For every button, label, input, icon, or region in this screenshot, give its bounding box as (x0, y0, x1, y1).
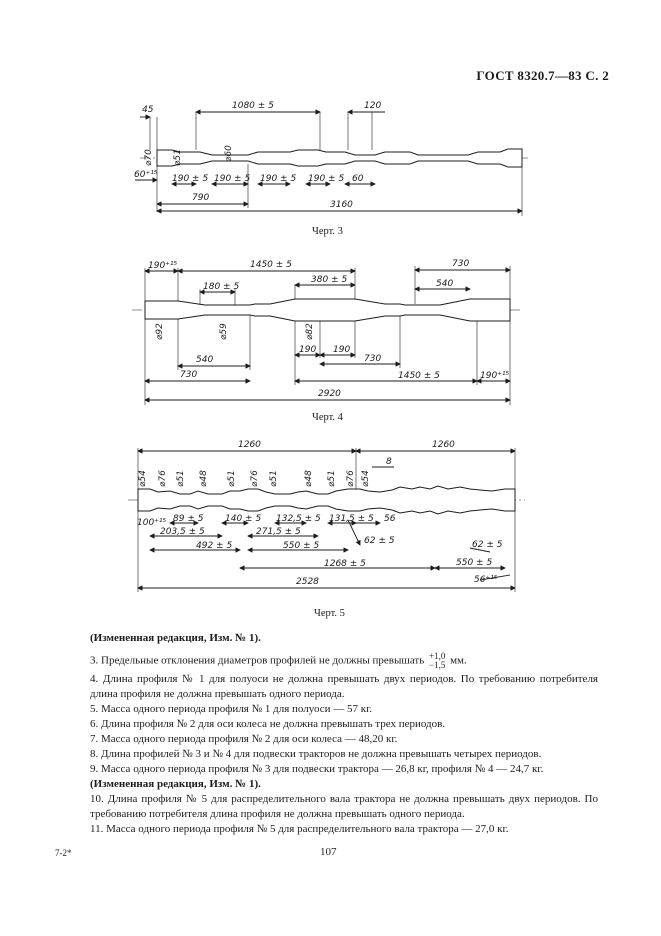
dim-8: 8 (386, 457, 392, 467)
dim-190-b: 190 ± 5 (214, 174, 251, 184)
dim-d54-b: ⌀54 (361, 470, 371, 487)
dim-60: 60 (352, 174, 364, 184)
tolerance (429, 652, 445, 670)
paragraph-6: 6. Длина профиля № 2 для оси колеса не должна превышать трех периодов. (90, 718, 446, 730)
dim-d51-a: ⌀51 (176, 470, 186, 487)
dim-203-5: 203,5 ± 5 (160, 527, 205, 537)
dim-56-tol: 56⁺¹⁵ (474, 575, 498, 585)
caption-drawing-4: Черт. 4 (312, 412, 343, 423)
dim-2528: 2528 (296, 577, 319, 587)
paragraph-8: 8. Длина профилей № 3 и № 4 для подвески тракторов не должна превышать четырех периодов. (90, 748, 542, 760)
caption-drawing-5: Черт. 5 (314, 608, 345, 619)
paragraph-11: 11. Масса одного периода профиля № 5 для распределительного вала трактора — 27,0 кг. (90, 823, 509, 835)
dim-d51-c: ⌀51 (269, 470, 279, 487)
dim-190-tol-bottom: 190⁺¹⁵ (480, 371, 510, 381)
dim-380: 380 ± 5 (311, 275, 348, 285)
dim-d51-d: ⌀51 (327, 470, 337, 487)
paragraph-3-text: 3. Предельные отклонения диаметров профилей не должны превышать (90, 654, 425, 667)
paragraph-3-unit: мм. (450, 654, 467, 667)
paragraph-5: 5. Масса одного периода профиля № 1 для полуоси — 57 кг. (90, 703, 373, 715)
dim-1450-bottom: 1450 ± 5 (398, 371, 440, 381)
dim-550-b: 550 ± 5 (456, 558, 493, 568)
dim-492: 492 ± 5 (196, 541, 233, 551)
dim-131-5: 131,5 ± 5 (329, 514, 374, 524)
dim-56: 56 (384, 514, 396, 524)
dim-1260-left: 1260 (238, 440, 261, 450)
dim-d51: ⌀51 (173, 149, 183, 166)
dim-132-5: 132,5 ± 5 (276, 514, 321, 524)
dim-3160: 3160 (330, 200, 353, 210)
dim-d70: ⌀70 (144, 149, 154, 166)
dim-100-tol: 100⁺¹⁵ (137, 518, 167, 528)
dim-1260-right: 1260 (432, 440, 455, 450)
edit-note-1: (Измененная редакция, Изм. № 1). (90, 632, 261, 644)
dim-730-bottom-l: 730 (180, 370, 198, 380)
dim-d76-a: ⌀76 (158, 470, 168, 487)
dim-d92: ⌀92 (155, 323, 165, 340)
dim-180: 180 ± 5 (203, 282, 240, 292)
dim-d76-b: ⌀76 (250, 470, 260, 487)
caption-drawing-3: Черт. 3 (312, 226, 343, 237)
dim-45: 45 (142, 105, 154, 115)
dim-550-a: 550 ± 5 (283, 541, 320, 551)
paragraph-7: 7. Масса одного периода профиля № 2 для оси колеса — 48,20 кг. (90, 733, 398, 745)
dim-540-top: 540 (436, 279, 454, 289)
dim-730-top: 730 (452, 259, 470, 269)
dim-d54-a: ⌀54 (138, 470, 148, 487)
dim-d82: ⌀82 (305, 323, 315, 340)
dim-62-b: 62 ± 5 (472, 540, 503, 550)
dim-d51-b: ⌀51 (227, 470, 237, 487)
dim-1450-top: 1450 ± 5 (250, 260, 292, 270)
drawing-4 (132, 259, 520, 405)
paragraph-9: 9. Масса одного периода профиля № 3 для подвески трактора — 26,8 кг, профиля № 4 — 24,7 кг. (90, 763, 544, 775)
footer-code: 7-2* (55, 848, 72, 858)
page-number: 107 (320, 846, 337, 858)
dim-140: 140 ± 5 (225, 514, 262, 524)
dim-d48-a: ⌀48 (199, 470, 209, 487)
body-text (90, 631, 598, 837)
dim-190-a: 190 ± 5 (172, 174, 209, 184)
edit-note-2: (Измененная редакция, Изм. № 1). (90, 778, 261, 790)
drawing-5 (128, 440, 525, 592)
dim-271-5: 271,5 ± 5 (256, 527, 301, 537)
paragraph-4: 4. Длина профиля № 1 для полуоси не должна превышать двух периодов. По требованию потребителя длина профиля не должна превышать одного периода. (90, 673, 598, 700)
paragraph-10: 10. Длина профиля № 5 для распределительного вала трактора не должна превышать двух периодов. По требованию потребителя длина профиля не должна превышать одного периода. (90, 793, 598, 820)
dim-190-bottom-b: 190 (333, 345, 351, 355)
dim-d59: ⌀59 (219, 323, 229, 340)
tolerance-lower: −1,5 (429, 660, 446, 670)
dim-d48-b: ⌀48 (304, 470, 314, 487)
dim-190-bottom-a: 190 (299, 345, 317, 355)
dim-d60: ⌀60 (224, 145, 234, 162)
dim-730-bottom-r: 730 (364, 354, 382, 364)
dim-d76-c: ⌀76 (346, 470, 356, 487)
dim-190-tol-top: 190⁺¹⁵ (148, 261, 178, 271)
dim-190-c: 190 ± 5 (260, 174, 297, 184)
dim-540-bottom: 540 (196, 355, 214, 365)
drawing-3 (134, 101, 530, 216)
dim-1268: 1268 ± 5 (324, 559, 366, 569)
dim-190-d: 190 ± 5 (308, 174, 345, 184)
dim-89: 89 ± 5 (173, 514, 204, 524)
dim-60-tol: 60⁺¹⁵ (134, 170, 158, 180)
dim-2920: 2920 (318, 389, 341, 399)
dim-120: 120 (364, 101, 382, 111)
dim-62-a: 62 ± 5 (364, 536, 395, 546)
dim-790: 790 (192, 193, 210, 203)
tolerance-upper: +1,0 (429, 651, 446, 661)
dim-1080: 1080 ± 5 (232, 101, 274, 111)
paragraph-3 (90, 652, 598, 670)
page-header: ГОСТ 8320.7—83 С. 2 (476, 68, 609, 83)
